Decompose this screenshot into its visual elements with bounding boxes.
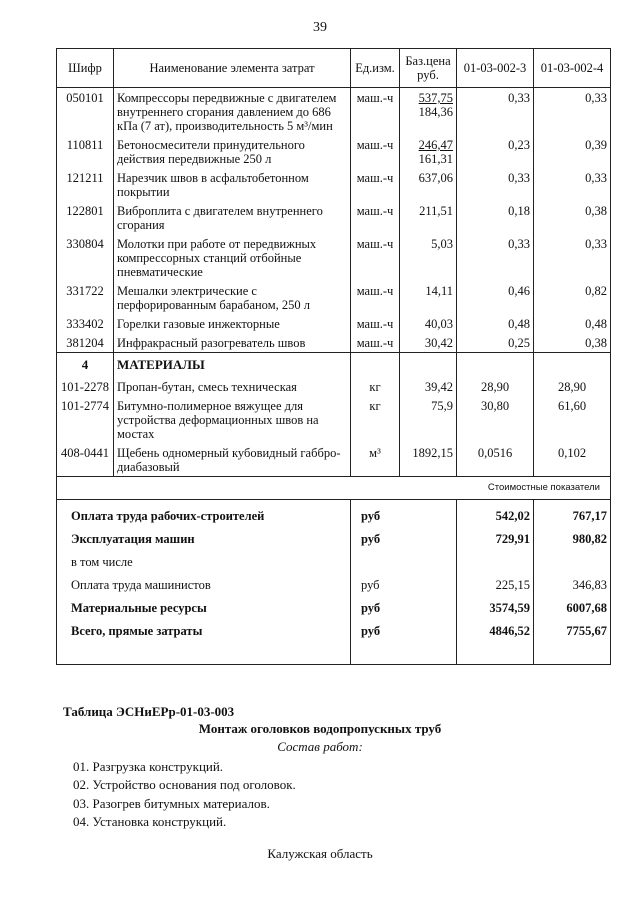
machine-name: Бетоносмесители принудительного действия передвижные 250 л <box>114 135 351 168</box>
machine-price <box>400 201 457 234</box>
materials-section-code: 4 <box>57 353 114 378</box>
machine-code: 122801 <box>57 201 114 234</box>
machine-price <box>400 135 457 168</box>
summary-unit <box>351 551 457 574</box>
machine-unit: маш.-ч <box>351 168 400 201</box>
material-row <box>57 396 611 443</box>
material-code: 408-0441 <box>57 443 114 477</box>
machine-value-col2: 0,33 <box>534 234 611 281</box>
summary-value-col2: 346,83 <box>534 574 611 597</box>
header-col1: 01-03-002-3 <box>457 49 534 88</box>
summary-unit: руб <box>351 620 457 665</box>
summary-value-col2 <box>534 551 611 574</box>
summary-value-col1: 542,02 <box>457 500 534 529</box>
machine-price-main: 5,03 <box>431 237 453 251</box>
header-unit: Ед.изм. <box>351 49 400 88</box>
section-subtitle: Монтаж оголовков водопропускных труб <box>198 721 442 736</box>
machine-price-main: 537,75 <box>418 91 453 105</box>
machine-unit: маш.-ч <box>351 88 400 136</box>
machine-row <box>57 88 611 136</box>
machine-price <box>400 88 457 136</box>
machine-row <box>57 135 611 168</box>
material-price: 1892,15 <box>400 443 457 477</box>
machine-price <box>400 234 457 281</box>
machine-code: 381204 <box>57 333 114 353</box>
empty-cell <box>534 353 611 378</box>
material-value-col1: 30,80 <box>457 396 534 443</box>
material-unit: м³ <box>351 443 400 477</box>
summary-row <box>57 574 611 597</box>
material-name: Битумно-полимерное вяжущее для устройства деформационных швов на мостах <box>114 396 351 443</box>
material-value-col2: 0,102 <box>534 443 611 477</box>
summary-name: Всего, прямые затраты <box>57 620 351 665</box>
machine-row <box>57 314 611 333</box>
summary-row <box>57 551 611 574</box>
machine-value-col2: 0,82 <box>534 281 611 314</box>
machine-code: 110811 <box>57 135 114 168</box>
works-heading: Состав работ: <box>277 739 363 754</box>
work-item: 03. Разогрев битумных материалов. <box>73 795 270 811</box>
material-price: 75,9 <box>400 396 457 443</box>
machine-value-col1: 0,18 <box>457 201 534 234</box>
machine-unit: маш.-ч <box>351 314 400 333</box>
page-number: 39 <box>313 20 327 35</box>
summary-row <box>57 620 611 665</box>
machine-unit: маш.-ч <box>351 281 400 314</box>
machine-price <box>400 281 457 314</box>
machine-value-col1: 0,33 <box>457 88 534 136</box>
machine-price <box>400 168 457 201</box>
work-item: 02. Устройство основания под оголовок. <box>73 777 296 793</box>
footer-region: Калужская область <box>267 846 373 861</box>
summary-unit: руб <box>351 528 457 551</box>
machine-row <box>57 333 611 353</box>
summary-unit: руб <box>351 574 457 597</box>
summary-value-col1: 225,15 <box>457 574 534 597</box>
machine-code: 121211 <box>57 168 114 201</box>
machine-value-col1: 0,33 <box>457 234 534 281</box>
summary-name: Оплата труда машинистов <box>57 574 351 597</box>
machine-price <box>400 333 457 353</box>
material-value-col2: 61,60 <box>534 396 611 443</box>
summary-name: Эксплуатация машин <box>57 528 351 551</box>
machine-price <box>400 314 457 333</box>
header-name: Наименование элемента затрат <box>114 49 351 88</box>
machine-price-main: 14,11 <box>425 284 453 298</box>
summary-row <box>57 528 611 551</box>
material-name: Пропан-бутан, смесь техническая <box>114 377 351 396</box>
machine-code: 331722 <box>57 281 114 314</box>
machine-row <box>57 234 611 281</box>
machine-value-col2: 0,48 <box>534 314 611 333</box>
cost-table <box>56 48 611 665</box>
header-code: Шифр <box>57 49 114 88</box>
summary-value-col2: 7755,67 <box>534 620 611 665</box>
machine-code: 333402 <box>57 314 114 333</box>
summary-name: в том числе <box>57 551 351 574</box>
material-price: 39,42 <box>400 377 457 396</box>
work-item: 01. Разгрузка конструкций. <box>73 759 224 774</box>
material-row <box>57 377 611 396</box>
cost-indicators-row <box>57 477 611 500</box>
machine-price-secondary: 184,36 <box>418 105 453 119</box>
machine-price-main: 40,03 <box>424 317 453 331</box>
machine-price-main: 211,51 <box>419 204 453 218</box>
table-body <box>57 88 611 665</box>
empty-cell <box>400 353 457 378</box>
machine-name: Инфракрасный разогреватель швов <box>114 333 351 353</box>
summary-value-col1: 3574,59 <box>457 597 534 620</box>
summary-value-col1 <box>457 551 534 574</box>
summary-unit: руб <box>351 597 457 620</box>
machine-price-main: 30,42 <box>424 336 453 350</box>
machine-code: 330804 <box>57 234 114 281</box>
machine-value-col2: 0,33 <box>534 88 611 136</box>
material-value-col2: 28,90 <box>534 377 611 396</box>
machine-unit: маш.-ч <box>351 135 400 168</box>
machine-name: Компрессоры передвижные с двигателем внутреннего сгорания давлением до 686 кПа (7 ат), производительность 5 м³/мин <box>114 88 351 136</box>
machine-value-col2: 0,33 <box>534 168 611 201</box>
summary-name: Материальные ресурсы <box>57 597 351 620</box>
material-unit: кг <box>351 396 400 443</box>
empty-cell <box>457 353 534 378</box>
works-list <box>73 758 296 831</box>
machine-value-col2: 0,38 <box>534 201 611 234</box>
machine-code: 050101 <box>57 88 114 136</box>
materials-section-title: МАТЕРИАЛЫ <box>114 353 351 378</box>
machine-value-col2: 0,39 <box>534 135 611 168</box>
cost-indicators-label: Стоимостные показатели <box>57 477 611 500</box>
summary-value-col2: 980,82 <box>534 528 611 551</box>
table-title: Таблица ЭСНиЕРр-01-03-003 <box>63 704 235 719</box>
summary-value-col1: 4846,52 <box>457 620 534 665</box>
machine-price-main: 637,06 <box>418 171 453 185</box>
material-unit: кг <box>351 377 400 396</box>
machine-name: Виброплита с двигателем внутреннего сгорания <box>114 201 351 234</box>
empty-cell <box>351 353 400 378</box>
summary-value-col2: 767,17 <box>534 500 611 529</box>
header-col2: 01-03-002-4 <box>534 49 611 88</box>
work-item: 04. Установка конструкций. <box>73 813 227 829</box>
machine-row <box>57 281 611 314</box>
material-code: 101-2774 <box>57 396 114 443</box>
material-code: 101-2278 <box>57 377 114 396</box>
material-value-col1: 0,0516 <box>457 443 534 477</box>
summary-value-col1: 729,91 <box>457 528 534 551</box>
machine-value-col1: 0,23 <box>457 135 534 168</box>
summary-row <box>57 500 611 529</box>
machine-row <box>57 168 611 201</box>
machine-row <box>57 201 611 234</box>
summary-row <box>57 597 611 620</box>
summary-value-col2: 6007,68 <box>534 597 611 620</box>
machine-name: Горелки газовые инжекторные <box>114 314 351 333</box>
machine-value-col1: 0,48 <box>457 314 534 333</box>
machine-unit: маш.-ч <box>351 333 400 353</box>
material-name: Щебень одномерный кубовидный габбро-диабазовый <box>114 443 351 477</box>
machine-name: Мешалки электрические с перфорированным барабаном, 250 л <box>114 281 351 314</box>
machine-name: Молотки при работе от передвижных компрессорных станций отбойные пневматические <box>114 234 351 281</box>
machine-price-secondary: 161,31 <box>418 152 453 166</box>
machine-price-main: 246,47 <box>418 138 453 152</box>
summary-name: Оплата труда рабочих-строителей <box>57 500 351 529</box>
header-price: Баз.цена руб. <box>400 49 457 88</box>
machine-unit: маш.-ч <box>351 234 400 281</box>
table-header-row <box>57 49 611 88</box>
machine-value-col2: 0,38 <box>534 333 611 353</box>
machine-unit: маш.-ч <box>351 201 400 234</box>
machine-value-col1: 0,25 <box>457 333 534 353</box>
material-value-col1: 28,90 <box>457 377 534 396</box>
machine-value-col1: 0,33 <box>457 168 534 201</box>
summary-unit: руб <box>351 500 457 529</box>
materials-section-row <box>57 353 611 378</box>
material-row <box>57 443 611 477</box>
machine-name: Нарезчик швов в асфальтобетонном покрытии <box>114 168 351 201</box>
machine-value-col1: 0,46 <box>457 281 534 314</box>
